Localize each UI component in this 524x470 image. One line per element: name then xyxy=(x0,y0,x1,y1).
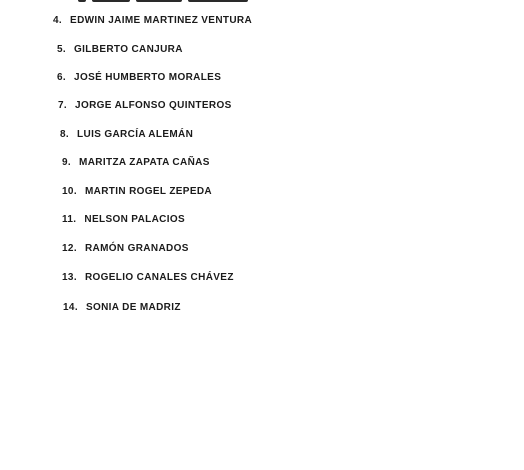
item-number: 14. xyxy=(63,301,78,314)
list-item xyxy=(62,214,185,227)
list-item xyxy=(62,272,234,285)
list-item xyxy=(62,186,212,199)
list-item xyxy=(53,15,252,28)
item-number: 9. xyxy=(62,156,72,169)
item-number: 4. xyxy=(53,14,63,27)
item-name: SONIA DE MADRIZ xyxy=(85,301,181,314)
item-number: 7. xyxy=(58,99,68,112)
item-name: GILBERTO CANJURA xyxy=(74,43,183,56)
item-number: 12. xyxy=(62,242,77,255)
list-item xyxy=(60,129,193,142)
item-name: MARITZA ZAPATA CAÑAS xyxy=(79,156,210,169)
list-item xyxy=(58,100,232,113)
item-name: EDWIN JAIME MARTINEZ VENTURA xyxy=(70,14,253,27)
item-name: NELSON PALACIOS xyxy=(84,213,186,226)
item-name: JOSÉ HUMBERTO MORALES xyxy=(74,71,222,84)
list-item xyxy=(57,44,183,57)
item-name: RAMÓN GRANADOS xyxy=(84,242,189,255)
item-name: ROGELIO CANALES CHÁVEZ xyxy=(84,271,234,284)
item-number: 6. xyxy=(57,71,67,84)
list-item xyxy=(62,157,210,170)
item-number: 13. xyxy=(62,271,77,284)
item-name: JORGE ALFONSO QUINTEROS xyxy=(75,99,232,112)
list-item xyxy=(62,243,189,256)
item-number: 5. xyxy=(57,43,67,56)
item-number: 8. xyxy=(60,128,70,141)
cut-off-previous-line xyxy=(78,0,248,2)
item-name: MARTIN ROGEL ZEPEDA xyxy=(84,185,212,198)
list-item xyxy=(63,302,181,315)
item-name: LUIS GARCÍA ALEMÁN xyxy=(77,128,194,141)
item-number: 10. xyxy=(62,185,77,198)
item-number: 11. xyxy=(62,213,77,226)
list-item xyxy=(57,72,221,85)
